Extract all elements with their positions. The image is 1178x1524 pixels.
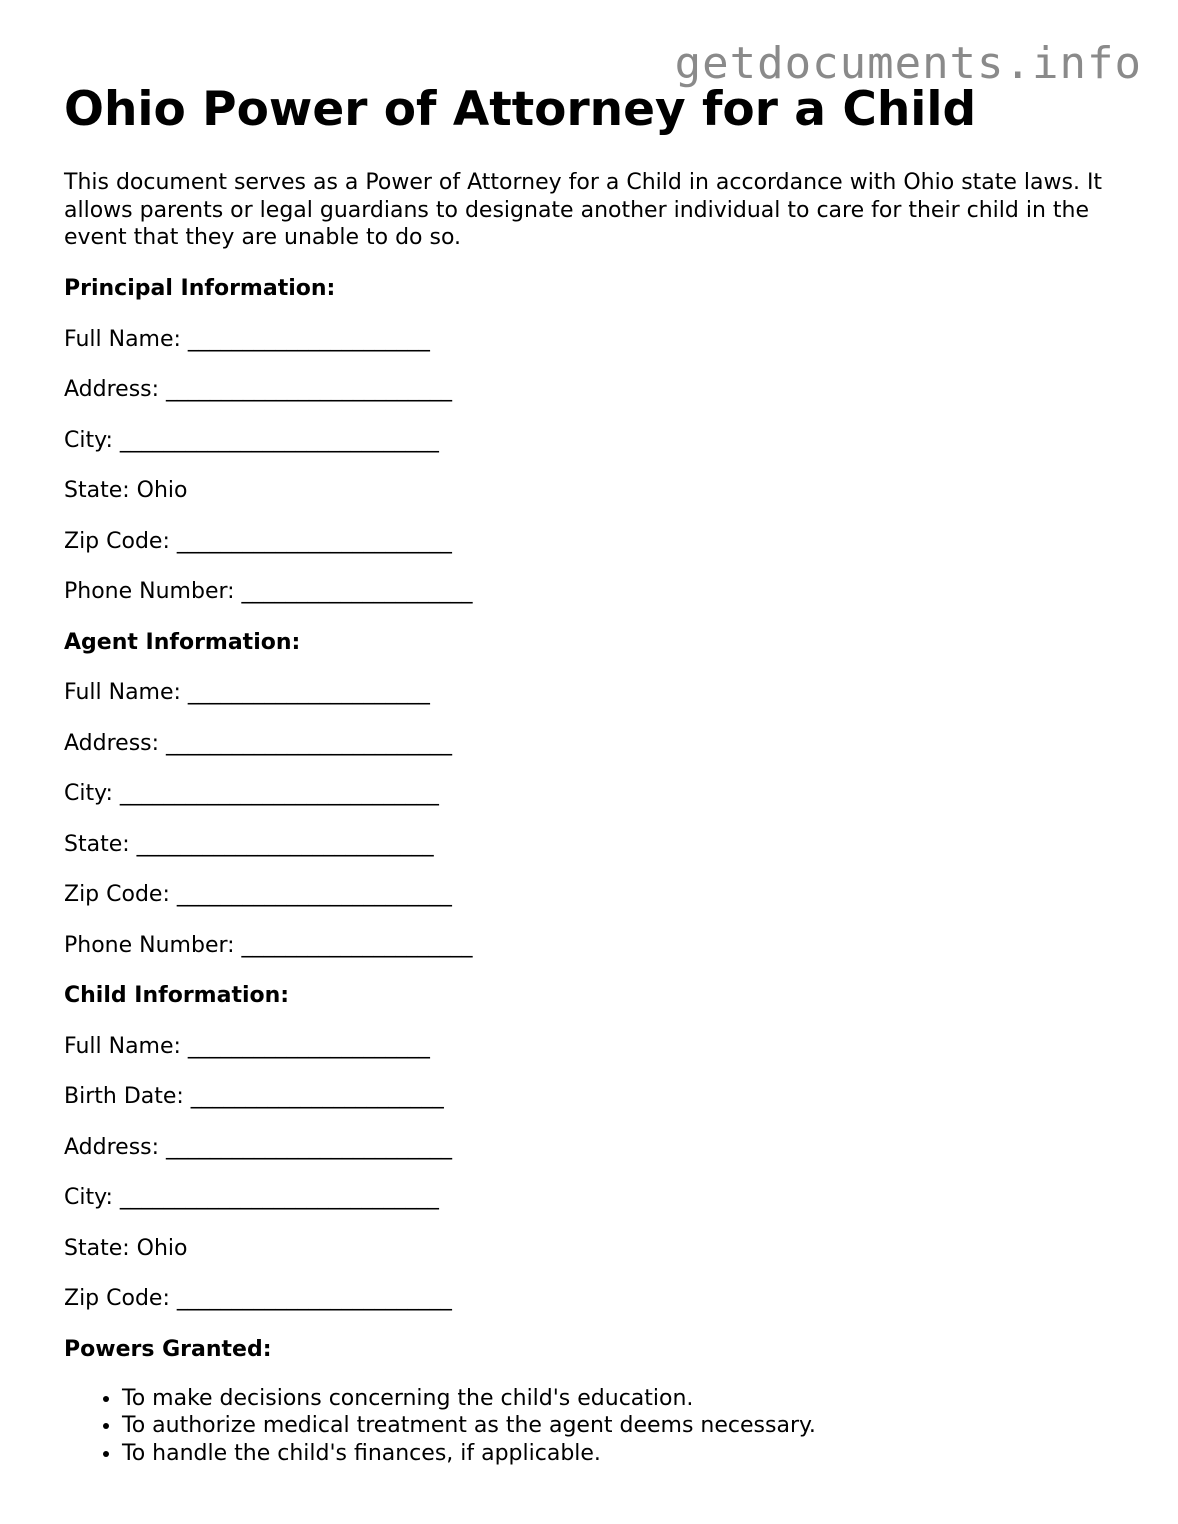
child-zip-field: Zip Code: _________________________	[64, 1286, 452, 1311]
powers-heading: Powers Granted:	[64, 1336, 272, 1362]
agent-city-field: City: _____________________________	[64, 781, 439, 806]
agent-address-field: Address: __________________________	[64, 730, 453, 756]
principal-heading: Principal Information:	[64, 276, 336, 301]
child-city-field: City: _____________________________	[64, 1185, 439, 1210]
child-address-field: Address: __________________________	[64, 1134, 453, 1160]
page-title: Ohio Power of Attorney for a Child	[64, 82, 977, 137]
principal-address-field: Address: __________________________	[64, 377, 453, 402]
agent-state-field: State: ___________________________	[64, 831, 434, 857]
list-item: • To authorize medical treatment as the agent deems necessary.	[122, 1412, 1124, 1440]
principal-phone-field: Phone Number: _____________________	[64, 579, 473, 604]
list-item: • To make decisions concerning the child's education.	[122, 1385, 1124, 1413]
agent-full-name-field: Full Name: ______________________	[64, 680, 430, 705]
watermark: getdocuments.info	[674, 38, 1142, 89]
principal-city-field: City: _____________________________	[64, 427, 439, 453]
list-item: • To handle the child's finances, if applicable.	[122, 1440, 1124, 1468]
intro-paragraph: This document serves as a Power of Attorney for a Child in accordance with Ohio state laws. It allows parents or legal guardians to designate another individual to care for their child in the event that they are unable to do so.	[64, 170, 1103, 250]
agent-zip-field: Zip Code: _________________________	[64, 882, 452, 907]
agent-heading: Agent Information:	[64, 629, 301, 655]
child-heading: Child Information:	[64, 983, 290, 1008]
document-page	[64, 80, 1124, 1467]
child-state-field: State: Ohio	[64, 1235, 188, 1261]
child-full-name-field: Full Name: ______________________	[64, 1033, 430, 1059]
child-birth-date-field: Birth Date: _______________________	[64, 1084, 444, 1109]
principal-state-field: State: Ohio	[64, 478, 188, 503]
principal-full-name-field: Full Name: ______________________	[64, 326, 430, 352]
principal-zip-field: Zip Code: _________________________	[64, 528, 452, 554]
powers-list	[64, 1385, 1124, 1468]
agent-phone-field: Phone Number: _____________________	[64, 932, 473, 958]
